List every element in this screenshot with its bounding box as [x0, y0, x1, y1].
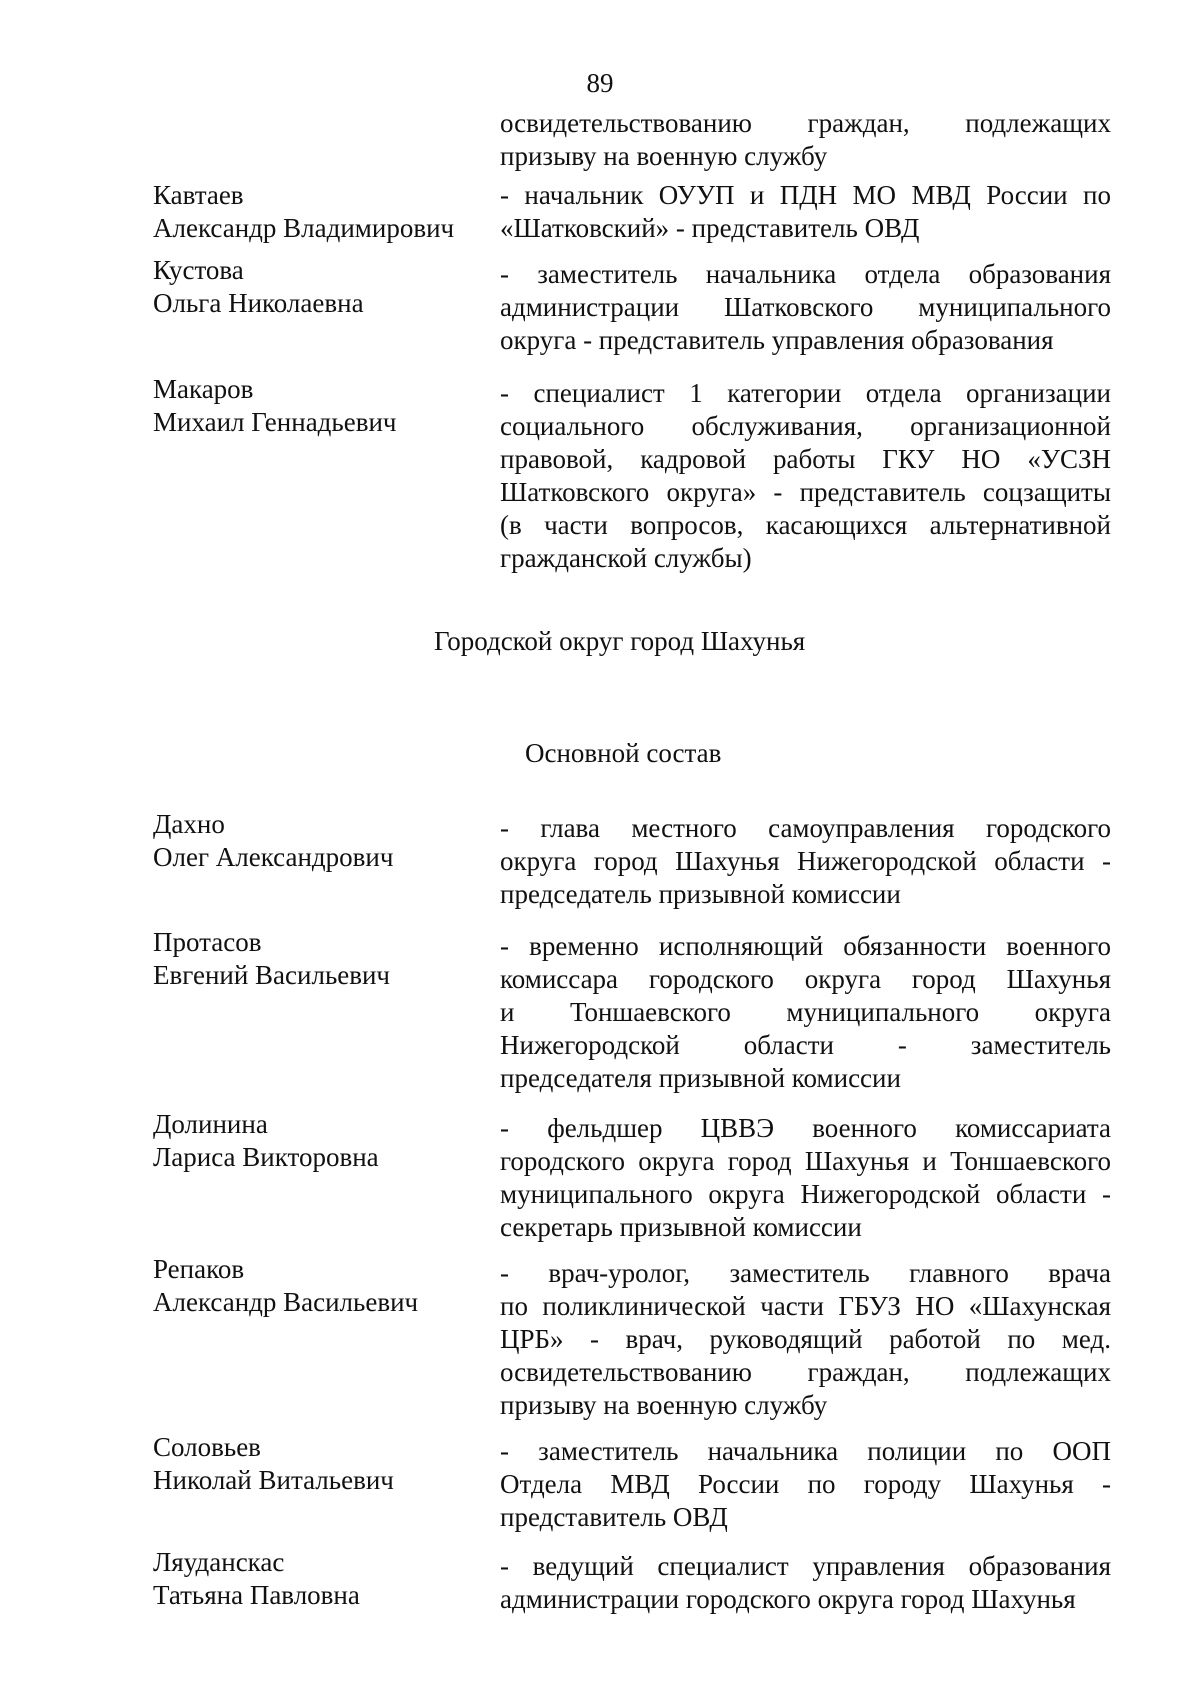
role-line: и Тоншаевского муниципального округа — [500, 997, 1111, 1027]
role-line: - заместитель начальника отдела образования — [500, 259, 1111, 289]
surname: Кустова — [153, 255, 244, 285]
role-line: - фельдшер ЦВВЭ военного комиссариата — [500, 1113, 1111, 1143]
role-text — [500, 258, 1111, 357]
role-text — [500, 377, 1111, 575]
role-text — [500, 812, 1111, 911]
role-line: председателя призывной комиссии — [500, 1063, 901, 1093]
member-name — [153, 1546, 493, 1612]
given-names: Николай Витальевич — [153, 1465, 394, 1495]
role-line: Нижегородской области - заместитель — [500, 1030, 1111, 1060]
role-line: «Шатковский» - представитель ОВД — [500, 213, 920, 243]
role-line: - врач-уролог, заместитель главного врача — [500, 1258, 1111, 1288]
given-names: Олег Александрович — [153, 842, 394, 872]
member-name — [153, 808, 493, 874]
role-text — [500, 1435, 1111, 1534]
given-names: Лариса Викторовна — [153, 1142, 379, 1172]
role-text — [500, 1112, 1111, 1244]
role-line: - ведущий специалист управления образования — [500, 1551, 1111, 1581]
role-line: комиссара городского округа город Шахунья — [500, 964, 1111, 994]
surname: Соловьев — [153, 1432, 261, 1462]
member-name — [153, 1431, 493, 1497]
member-name — [153, 1253, 493, 1319]
role-text — [500, 107, 1111, 173]
role-line: представитель ОВД — [500, 1502, 728, 1532]
role-line: муниципального округа Нижегородской области - — [500, 1179, 1111, 1209]
role-line: округа - представитель управления образования — [500, 325, 1054, 355]
surname: Протасов — [153, 927, 262, 957]
role-line: секретарь призывной комиссии — [500, 1212, 862, 1242]
given-names: Александр Владимирович — [153, 213, 455, 243]
given-names: Евгений Васильевич — [153, 960, 391, 990]
surname: Ляуданскас — [153, 1547, 285, 1577]
surname: Репаков — [153, 1254, 245, 1284]
role-line: администрации Шатковского муниципального — [500, 292, 1111, 322]
section-heading: Городской округ город Шахунья — [434, 626, 806, 656]
surname: Долинина — [153, 1109, 268, 1139]
role-line: гражданской службы) — [500, 543, 752, 573]
role-line: Шатковского округа» - представитель соцзащиты — [500, 477, 1111, 507]
role-line: - заместитель начальника полиции по ООП — [500, 1436, 1111, 1466]
role-line: (в части вопросов, касающихся альтернативной — [500, 510, 1111, 540]
role-line: социального обслуживания, организационной — [500, 411, 1111, 441]
role-line: правовой, кадровой работы ГКУ НО «УСЗН — [500, 444, 1111, 474]
given-names: Ольга Николаевна — [153, 288, 364, 318]
role-line: освидетельствованию граждан, подлежащих — [500, 108, 1111, 138]
subsection-heading: Основной состав — [525, 738, 722, 768]
given-names: Михаил Геннадьевич — [153, 407, 397, 437]
role-line: Отдела МВД России по городу Шахунья - — [500, 1469, 1111, 1499]
role-line: администрации городского округа город Шахунья — [500, 1584, 1076, 1614]
page-number: 89 — [586, 68, 614, 98]
role-line: председатель призывной комиссии — [500, 879, 901, 909]
given-names: Александр Васильевич — [153, 1287, 419, 1317]
role-line: - глава местного самоуправления городского — [500, 813, 1111, 843]
role-line: освидетельствованию граждан, подлежащих — [500, 1357, 1111, 1387]
member-name — [153, 254, 493, 320]
role-line: - специалист 1 категории отдела организации — [500, 378, 1111, 408]
role-text — [500, 179, 1111, 245]
member-name — [153, 373, 493, 439]
given-names: Татьяна Павловна — [153, 1580, 360, 1610]
role-line: ЦРБ» - врач, руководящий работой по мед. — [500, 1324, 1111, 1354]
role-text — [500, 930, 1111, 1095]
surname: Макаров — [153, 374, 254, 404]
member-name — [153, 1108, 493, 1174]
role-text — [500, 1550, 1111, 1616]
role-line: призыву на военную службу — [500, 1390, 828, 1420]
surname: Дахно — [153, 809, 225, 839]
role-line: по поликлинической части ГБУЗ НО «Шахунская — [500, 1291, 1111, 1321]
role-line: - начальник ОУУП и ПДН МО МВД России по — [500, 180, 1111, 210]
role-line: округа город Шахунья Нижегородской области - — [500, 846, 1111, 876]
member-name — [153, 926, 493, 992]
role-line: призыву на военную службу — [500, 141, 828, 171]
role-line: - временно исполняющий обязанности военного — [500, 931, 1111, 961]
role-text — [500, 1257, 1111, 1422]
surname: Кавтаев — [153, 180, 244, 210]
member-name — [153, 179, 493, 245]
role-line: городского округа город Шахунья и Тоншаевского — [500, 1146, 1111, 1176]
